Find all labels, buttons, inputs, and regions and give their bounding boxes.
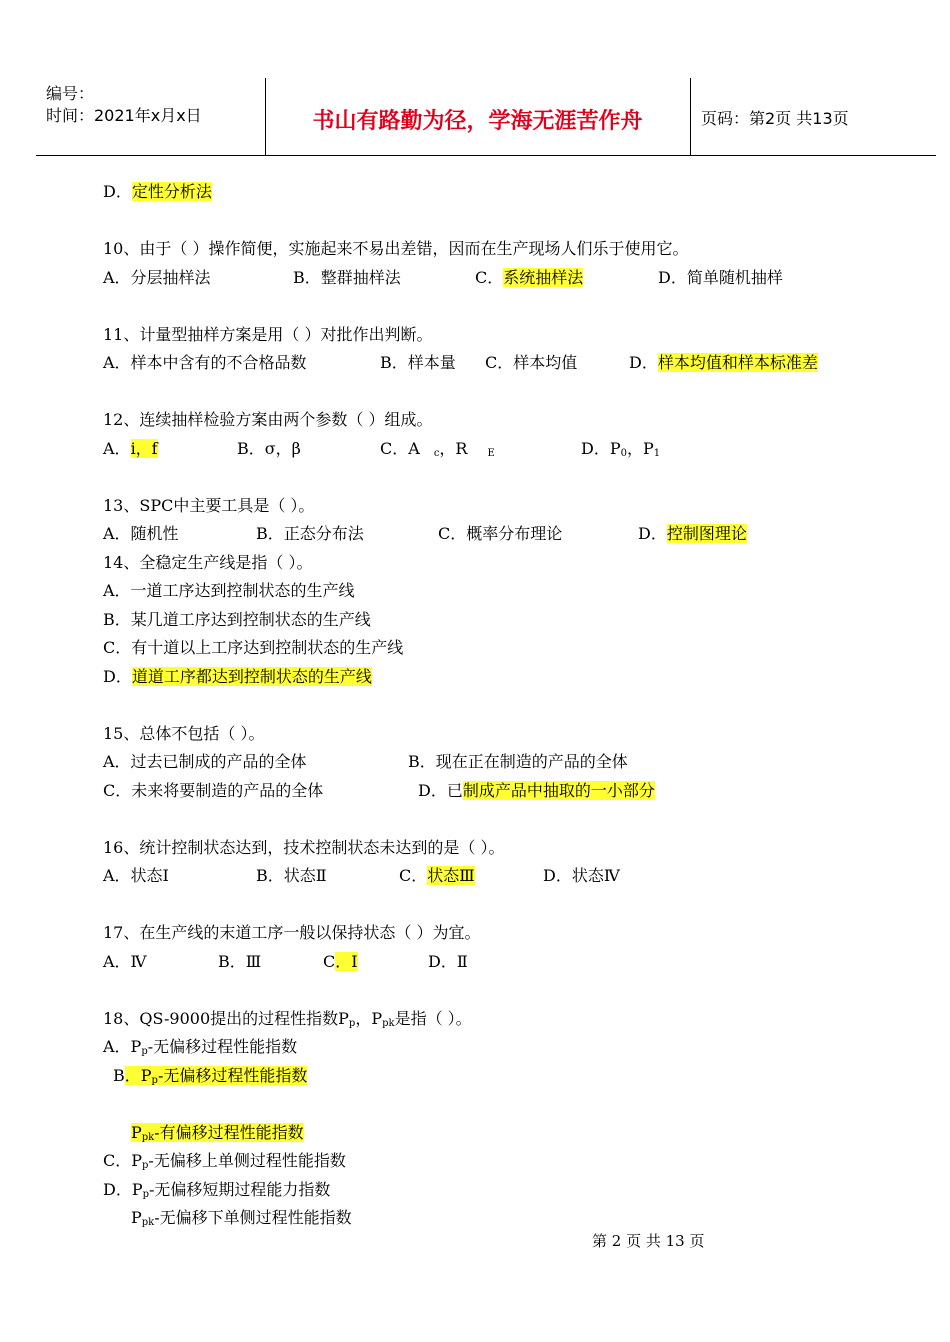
q13-options bbox=[103, 520, 923, 549]
answer-highlight: 样本均值和样本标准差 bbox=[657, 353, 818, 372]
q11-option-c: C．样本均值 bbox=[485, 353, 578, 372]
q16-option-b: B．状态Ⅱ bbox=[256, 866, 327, 885]
q10-options bbox=[103, 264, 923, 293]
q15-option-d: D．已制成产品中抽取的一小部分 bbox=[418, 780, 655, 800]
q13-option-b: B．正态分布法 bbox=[256, 524, 364, 543]
question-12: 12、连续抽样检验方案由两个参数（ ）组成。 bbox=[103, 410, 433, 429]
q15-options-cd bbox=[103, 777, 923, 806]
q14-option-b: B．某几道工序达到控制状态的生产线 bbox=[103, 609, 371, 629]
q11-option-d: D．样本均值和样本标准差 bbox=[629, 353, 818, 372]
q13-option-c: C．概率分布理论 bbox=[438, 524, 563, 543]
q12-option-b: B．σ，β bbox=[237, 438, 301, 458]
footer-page-number: 第 2 页 共 13 页 bbox=[592, 1232, 705, 1250]
q17-options bbox=[103, 948, 923, 977]
answer-highlight: 道道工序都达到控制状态的生产线 bbox=[131, 666, 372, 686]
q17-option-a: A．Ⅳ bbox=[103, 951, 147, 971]
q12-option-d: D．$P_0$，$P_1$ bbox=[581, 438, 661, 459]
question-17: 17、在生产线的末道工序一般以保持状态（ ）为宜。 bbox=[103, 923, 481, 942]
answer-highlight: i，f bbox=[130, 438, 158, 458]
answer-highlight: ．Ⅰ bbox=[335, 951, 358, 971]
q14-option-c: C．有十道以上工序达到控制状态的生产线 bbox=[103, 638, 404, 657]
header-motto-cell bbox=[265, 78, 691, 155]
answer-highlight: 定性分析法 bbox=[131, 182, 212, 201]
q11-options bbox=[103, 349, 923, 378]
answer-highlight: ．$P_p-$无偏移过程性能指数 bbox=[124, 1065, 308, 1086]
header-page-cell bbox=[691, 78, 936, 155]
q12-option-c: C．A $_c$，R $_E$ bbox=[380, 438, 495, 459]
q13-option-a: A．随机性 bbox=[103, 524, 179, 543]
answer-highlight: 制成产品中抽取的一小部分 bbox=[462, 780, 655, 800]
q15-option-b: B．现在正在制造的产品的全体 bbox=[408, 752, 628, 771]
q18-option-b: B．$P_p-$无偏移过程性能指数 bbox=[113, 1065, 308, 1086]
answer-highlight: $P_{pk}-$有偏移过程性能指数 bbox=[131, 1122, 304, 1143]
document-body bbox=[103, 178, 923, 1233]
time-label: 时间：2021年x月x日 bbox=[46, 106, 202, 125]
q18-option-c: C．$P_p-$无偏移上单侧过程性能指数 bbox=[103, 1151, 346, 1171]
q10-option-b: B．整群抽样法 bbox=[293, 267, 401, 287]
q13-option-d: D．控制图理论 bbox=[638, 524, 747, 543]
question-16: 16、统计控制状态达到，技术控制状态未达到的是（ ）。 bbox=[103, 837, 505, 857]
q12-option-a: A．i，f bbox=[103, 438, 158, 458]
question-11: 11、计量型抽样方案是用（ ）对批作出判断。 bbox=[103, 324, 433, 344]
q10-option-d: D．简单随机抽样 bbox=[658, 267, 783, 287]
motto: 书山有路勤为径，学海无涯苦作舟 bbox=[312, 109, 643, 134]
q10-option-c: C．系统抽样法 bbox=[475, 267, 584, 287]
q15-option-c: C．未来将要制造的产品的全体 bbox=[103, 780, 324, 800]
question-15: 15、总体不包括（ ）。 bbox=[103, 723, 265, 743]
q16-options bbox=[103, 862, 923, 891]
header-meta-cell bbox=[36, 78, 266, 155]
question-10: 10、由于（ ）操作简便，实施起来不易出差错，因而在生产现场人们乐于使用它。 bbox=[103, 239, 689, 258]
answer-highlight: 状态Ⅲ bbox=[427, 866, 475, 885]
q18-option-a: A．$P_p-$无偏移过程性能指数 bbox=[103, 1037, 298, 1057]
q14-option-d: D．道道工序都达到控制状态的生产线 bbox=[103, 666, 372, 686]
q12-options bbox=[103, 435, 923, 464]
q11-option-b: B．样本量 bbox=[380, 353, 456, 372]
question-13: 13、SPC中主要工具是（ ）。 bbox=[103, 495, 315, 515]
q16-option-a: A．状态Ⅰ bbox=[103, 866, 169, 885]
q16-option-c: C．状态Ⅲ bbox=[399, 866, 475, 885]
number-label: 编号： bbox=[46, 84, 95, 103]
page-code: 页码：第2页 共13页 bbox=[701, 109, 849, 128]
q15-option-a: A．过去已制成的产品的全体 bbox=[103, 752, 307, 771]
answer-highlight: 系统抽样法 bbox=[503, 267, 584, 287]
q18-option-d-line2: $P_{pk}-$无偏移下单侧过程性能指数 bbox=[131, 1208, 352, 1228]
q17-option-d: D．Ⅱ bbox=[428, 951, 468, 971]
q17-option-b: B．Ⅲ bbox=[218, 951, 262, 971]
q11-option-a: A．样本中含有的不合格品数 bbox=[103, 353, 307, 372]
q10-option-a: A．分层抽样法 bbox=[103, 267, 211, 287]
q18-option-b-line2 bbox=[131, 1119, 950, 1148]
q15-options-ab bbox=[103, 748, 923, 777]
q14-option-a: A．一道工序达到控制状态的生产线 bbox=[103, 581, 355, 600]
page-header bbox=[36, 78, 936, 156]
question-18: 18、QS-9000提出的过程性指数$P_p$，$P_{pk}$是指（ ）。 bbox=[103, 1008, 472, 1029]
question-14: 14、全稳定生产线是指（ ）。 bbox=[103, 552, 313, 572]
q16-option-d: D．状态Ⅳ bbox=[543, 866, 620, 885]
q17-option-c: C．Ⅰ bbox=[323, 951, 358, 971]
answer-highlight: 控制图理论 bbox=[666, 524, 747, 543]
q18-option-d: D．$P_p-$无偏移短期过程能力指数 bbox=[103, 1179, 331, 1200]
prev-option-d: D．定性分析法 bbox=[103, 182, 212, 201]
